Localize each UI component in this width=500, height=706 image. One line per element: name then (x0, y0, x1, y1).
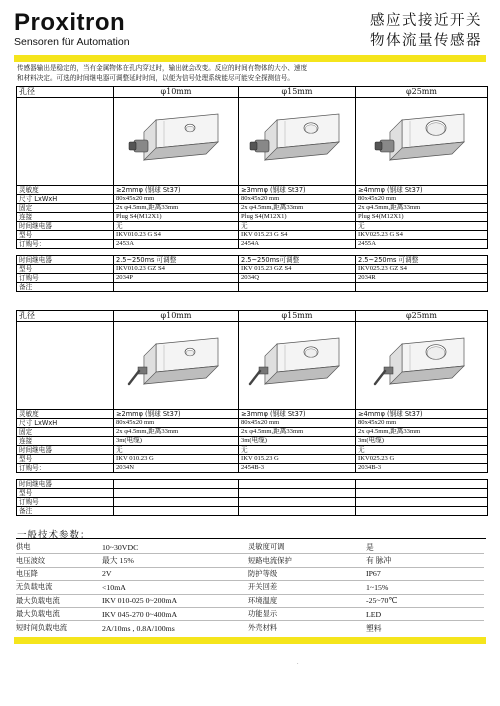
row-value: 2x φ4.5mm,距离33mm (114, 204, 239, 213)
row-value (239, 498, 356, 507)
row-value: IKV010.23 GZ S4 (114, 265, 239, 274)
param-label: 环境温度 (248, 595, 278, 605)
param-label: 外壳材料 (248, 623, 278, 633)
table-row (17, 240, 488, 249)
table-row (17, 507, 488, 516)
footer-mark: . (297, 660, 299, 666)
row-label: 时间继电器 (17, 446, 114, 455)
sensor-image-icon (126, 326, 226, 406)
row-value: ≥4mmφ (钢球 St37) (356, 186, 488, 195)
table-header-row (17, 311, 488, 322)
row-label: 时间继电器 (17, 222, 114, 231)
row-value (356, 489, 488, 498)
row-value: IKV 015.23 GZ S4 (239, 265, 356, 274)
sensor-image-icon (372, 326, 472, 406)
table-row (17, 489, 488, 498)
row-value: ≥3mmφ (钢球 St37) (239, 186, 356, 195)
row-value: ≥4mmφ (钢球 St37) (356, 410, 488, 419)
param-value: -25~70℃ (366, 596, 398, 606)
row-value: IKV 015.23 G (239, 455, 356, 464)
row-value (356, 498, 488, 507)
hole-size-3: φ25mm (356, 87, 488, 98)
spec-table-cable (16, 310, 488, 516)
table-row (17, 419, 488, 428)
table-row (17, 455, 488, 464)
gap-cell (17, 249, 488, 256)
row-label: 固定 (17, 428, 114, 437)
table-row (17, 186, 488, 195)
general-params-title: 一般技术参数： (17, 530, 91, 541)
param-value: 10~30VDC (102, 542, 139, 552)
row-label: 尺寸 LxWxH (17, 419, 114, 428)
row-value: IKV025.23 GZ S4 (356, 265, 488, 274)
param-label: 无负载电流 (16, 582, 53, 592)
param-value: IP67 (366, 569, 381, 579)
row-value: IKV025.23 G (356, 455, 488, 464)
row-value: IKV010.23 G S4 (114, 231, 239, 240)
row-label: 备注 (17, 283, 114, 292)
row-value: 2x φ4.5mm,距离33mm (114, 428, 239, 437)
table-gap-row (17, 473, 488, 480)
row-label: 型号 (17, 231, 114, 240)
param-row (16, 568, 484, 581)
param-row (16, 595, 484, 608)
table-header-row (17, 87, 488, 98)
hole-size-label: 孔径 (17, 311, 114, 322)
row-value: 2.5~250ms 可调整 (114, 256, 239, 265)
row-value (114, 480, 239, 489)
param-value: 有 脉冲 (366, 556, 392, 566)
param-row (16, 554, 484, 567)
row-value: Plug S4(M12X1) (356, 213, 488, 222)
row-value: 2x φ4.5mm,距离33mm (356, 204, 488, 213)
row-label: 灵敏度 (17, 186, 114, 195)
row-label: 尺寸 LxWxH (17, 195, 114, 204)
table-row (17, 204, 488, 213)
row-label: 时间继电器 (17, 480, 114, 489)
sensor-image-cell (356, 322, 488, 410)
row-label: 型号 (17, 455, 114, 464)
param-label: 电压降 (16, 568, 38, 578)
param-label: 开关回差 (248, 582, 278, 592)
row-value: 80x45x20 mm (239, 419, 356, 428)
spec-table-plug (16, 86, 488, 292)
row-value: Plug S4(M12X1) (239, 213, 356, 222)
table-row (17, 480, 488, 489)
sensor-image-cell (239, 322, 356, 410)
row-value: ≥2mmφ (钢球 St37) (114, 410, 239, 419)
param-row (16, 581, 484, 594)
row-value (114, 283, 239, 292)
sensor-image-cell (114, 322, 239, 410)
table-row (17, 222, 488, 231)
row-label: 订购号： (17, 464, 114, 473)
row-value: 2.5~250ms 可调整 (356, 256, 488, 265)
param-value: 最大 15% (102, 556, 134, 566)
row-value: 无 (114, 222, 239, 231)
table-row (17, 410, 488, 419)
param-label: 供电 (16, 542, 31, 552)
row-label: 连接 (17, 213, 114, 222)
param-label: 短时间负载电流 (16, 623, 68, 633)
page-title (370, 11, 482, 51)
general-params-table (16, 541, 484, 635)
title-line-2: 物体流量传感器 (370, 33, 482, 49)
row-value: 80x45x20 mm (239, 195, 356, 204)
table-row (17, 464, 488, 473)
table-row (17, 428, 488, 437)
row-value (356, 480, 488, 489)
param-label: 最大负载电流 (16, 595, 60, 605)
sensor-image-icon (372, 102, 472, 182)
row-value: ≥3mmφ (钢球 St37) (239, 410, 356, 419)
sensor-image-cell (356, 98, 488, 186)
hole-size-3: φ25mm (356, 311, 488, 322)
param-value: IKV 010-025 0~200mA (102, 596, 178, 606)
row-value: 2034N (114, 464, 239, 473)
row-label: 灵敏度 (17, 410, 114, 419)
row-value (114, 489, 239, 498)
row-value: 2.5~250ms可调整 (239, 256, 356, 265)
table-row (17, 437, 488, 446)
brand-subtitle: Sensoren für Automation (14, 36, 130, 48)
hole-size-1: φ10mm (114, 87, 239, 98)
param-row (16, 621, 484, 634)
row-value: 无 (356, 222, 488, 231)
table-row (17, 213, 488, 222)
param-value: 是 (366, 542, 374, 552)
hole-size-2: φ15mm (239, 87, 356, 98)
brand-name: Proxitron (14, 9, 126, 36)
table-row (17, 265, 488, 274)
row-value: 80x45x20 mm (114, 419, 239, 428)
image-row (17, 322, 488, 410)
row-value: 80x45x20 mm (356, 195, 488, 204)
param-value: 1~15% (366, 582, 389, 592)
bottom-accent-band (14, 637, 486, 644)
row-value: 2034B-3 (356, 464, 488, 473)
intro-line-2: 和材料决定。可选的时间继电器可调整延时时间，以便为信号处理系统能尽可能安全探测信号。 (17, 74, 294, 82)
row-value: 无 (356, 446, 488, 455)
row-value (356, 283, 488, 292)
row-label: 连接 (17, 437, 114, 446)
sensor-image-icon (247, 326, 347, 406)
row-value (356, 507, 488, 516)
row-value: 3m(电缆) (114, 437, 239, 446)
row-value: 2034R (356, 274, 488, 283)
sensor-image-icon (126, 102, 226, 182)
row-value: 无 (114, 446, 239, 455)
row-value: 2x φ4.5mm,距离33mm (239, 428, 356, 437)
image-row (17, 98, 488, 186)
row-label: 备注 (17, 507, 114, 516)
row-value (239, 283, 356, 292)
row-value (114, 507, 239, 516)
row-value: 无 (239, 446, 356, 455)
row-value (239, 489, 356, 498)
row-value: 80x45x20 mm (114, 195, 239, 204)
intro-line-1: 传感器输出是稳定的，当有金属物体在孔内穿过时，输出就会改变。反应的时间有物体的大小、速度 (17, 64, 308, 72)
hole-size-2: φ15mm (239, 311, 356, 322)
table-row (17, 498, 488, 507)
row-value: 2x φ4.5mm,距离33mm (239, 204, 356, 213)
param-value: <10mA (102, 582, 126, 592)
title-line-1: 感应式接近开关 (370, 13, 482, 29)
param-value: 2V (102, 569, 112, 579)
param-label: 最大负载电流 (16, 609, 60, 619)
row-label: 固定 (17, 204, 114, 213)
row-value: 2x φ4.5mm,距离33mm (356, 428, 488, 437)
brand-logo (14, 11, 130, 48)
table-gap-row (17, 249, 488, 256)
row-value: 2453A (114, 240, 239, 249)
row-value: Plug S4(M12X1) (114, 213, 239, 222)
row-value (239, 507, 356, 516)
row-label: 型号 (17, 265, 114, 274)
param-value: IKV 045-270 0~400mA (102, 609, 178, 619)
param-label: 功能显示 (248, 609, 278, 619)
param-value: 2A/10ms , 0.8A/100ms (102, 623, 175, 633)
top-accent-band (14, 55, 486, 62)
row-value: IKV 015.23 G S4 (239, 231, 356, 240)
param-label: 防护等级 (248, 568, 278, 578)
param-label: 灵敏度可调 (248, 542, 285, 552)
row-value: 80x45x20 mm (356, 419, 488, 428)
param-label: 电压波纹 (16, 555, 46, 565)
divider (16, 538, 486, 539)
sensor-image-icon (247, 102, 347, 182)
image-row-label (17, 98, 114, 186)
table-row (17, 256, 488, 265)
param-value: 塑料 (366, 623, 382, 633)
table-row (17, 231, 488, 240)
row-label: 订购号： (17, 240, 114, 249)
row-value: 2455A (356, 240, 488, 249)
row-value: 无 (239, 222, 356, 231)
row-label: 订购号 (17, 274, 114, 283)
param-row (16, 541, 484, 554)
row-label: 时间继电器 (17, 256, 114, 265)
row-value: 2454B-3 (239, 464, 356, 473)
hole-size-label: 孔径 (17, 87, 114, 98)
row-value: 3m(电缆) (239, 437, 356, 446)
gap-cell (17, 473, 488, 480)
param-value: LED (366, 609, 382, 619)
intro-text (17, 63, 487, 83)
sensor-image-cell (239, 98, 356, 186)
row-value: IKV025.23 G S4 (356, 231, 488, 240)
row-value (114, 498, 239, 507)
row-value: IKV 010.23 G (114, 455, 239, 464)
row-label: 型号 (17, 489, 114, 498)
row-value: 3m(电缆) (356, 437, 488, 446)
table-row (17, 274, 488, 283)
sensor-image-cell (114, 98, 239, 186)
row-value: 2454A (239, 240, 356, 249)
image-row-label (17, 322, 114, 410)
table-row (17, 195, 488, 204)
row-value: 2034P (114, 274, 239, 283)
table-row (17, 283, 488, 292)
hole-size-1: φ10mm (114, 311, 239, 322)
param-label: 短路电流保护 (248, 555, 292, 565)
row-value: 2034Q (239, 274, 356, 283)
row-value (239, 480, 356, 489)
row-label: 订购号 (17, 498, 114, 507)
param-row (16, 608, 484, 621)
row-value: ≥2mmφ (钢球 St37) (114, 186, 239, 195)
table-row (17, 446, 488, 455)
